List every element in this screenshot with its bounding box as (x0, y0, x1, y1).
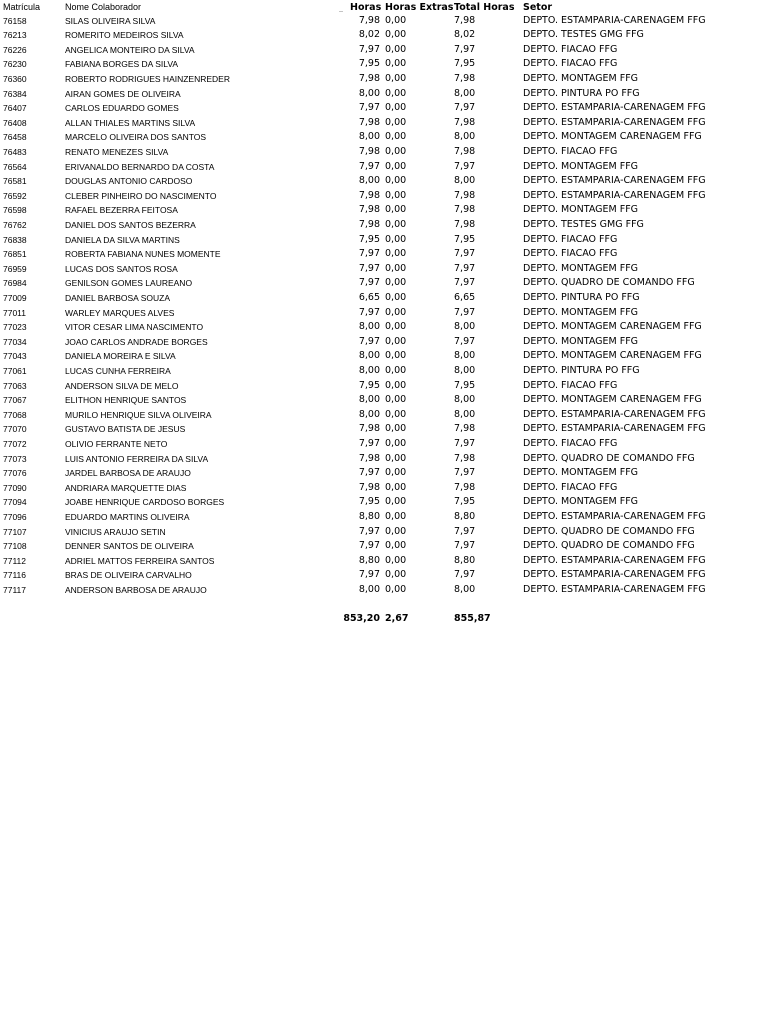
cell-matricula: 76226 (3, 44, 27, 55)
cell-horas: 7,97 (358, 569, 380, 581)
cell-total: 7,97 (454, 437, 476, 449)
cell-nome: ANDERSON SILVA DE MELO (65, 380, 179, 391)
cell-total: 7,97 (454, 306, 476, 318)
cell-setor: DEPTO. ESTAMPARIA-CARENAGEM FFG (523, 583, 706, 595)
cell-extras: 0,00 (385, 408, 407, 420)
header-matricula: Matrícula (3, 2, 41, 12)
cell-nome: DENNER SANTOS DE OLIVEIRA (65, 541, 194, 552)
cell-extras: 0,00 (385, 218, 407, 230)
cell-setor: DEPTO. MONTAGEM CARENAGEM FFG (523, 131, 702, 143)
cell-extras: 0,00 (385, 467, 407, 479)
cell-horas: 7,98 (358, 72, 380, 84)
cell-matricula: 76564 (3, 161, 27, 172)
cell-setor: DEPTO. ESTAMPARIA-CARENAGEM FFG (523, 569, 706, 581)
table-row (0, 379, 768, 394)
cell-total: 7,97 (454, 102, 476, 114)
cell-nome: ELITHON HENRIQUE SANTOS (65, 395, 187, 406)
cell-extras: 0,00 (385, 452, 407, 464)
cell-extras: 0,00 (385, 14, 407, 26)
cell-nome: GENILSON GOMES LAUREANO (65, 278, 193, 289)
cell-setor: DEPTO. QUADRO DE COMANDO FFG (523, 525, 695, 537)
cell-total: 7,97 (454, 335, 476, 347)
cell-matricula: 76762 (3, 219, 27, 230)
cell-nome: WARLEY MARQUES ALVES (65, 307, 175, 318)
cell-nome: DANIEL BARBOSA SOUZA (65, 292, 171, 303)
cell-setor: DEPTO. MONTAGEM CARENAGEM FFG (523, 321, 702, 333)
cell-total: 8,00 (454, 87, 476, 99)
cell-matricula: 77023 (3, 322, 27, 333)
cell-horas: 7,97 (358, 437, 380, 449)
cell-setor: DEPTO. ESTAMPARIA-CARENAGEM FFG (523, 554, 706, 566)
cell-matricula: 77067 (3, 395, 27, 406)
cell-matricula: 77072 (3, 438, 27, 449)
header-horas-extras: Horas Extras (385, 2, 454, 13)
cell-horas: 7,98 (358, 116, 380, 128)
cell-nome: ROBERTA FABIANA NUNES MOMENTE (65, 249, 221, 260)
cell-extras: 0,00 (385, 437, 407, 449)
table-row (0, 306, 768, 321)
cell-nome: ANDRIARA MARQUETTE DIAS (65, 482, 187, 493)
cell-extras: 0,00 (385, 87, 407, 99)
cell-setor: DEPTO. FIACAO FFG (523, 58, 618, 70)
cell-matricula: 77076 (3, 468, 27, 479)
table-row (0, 495, 768, 510)
cell-total: 7,98 (454, 116, 476, 128)
cell-setor: DEPTO. QUADRO DE COMANDO FFG (523, 540, 695, 552)
table-row (0, 116, 768, 131)
cell-nome: LUCAS CUNHA FERREIRA (65, 365, 171, 376)
cell-nome: EDUARDO MARTINS OLIVEIRA (65, 511, 190, 522)
cell-setor: DEPTO. FIACAO FFG (523, 481, 618, 493)
table-row (0, 554, 768, 569)
cell-extras: 0,00 (385, 189, 407, 201)
cell-total: 7,95 (454, 496, 476, 508)
table-row (0, 145, 768, 160)
cell-horas: 7,98 (358, 189, 380, 201)
cell-total: 7,97 (454, 467, 476, 479)
cell-matricula: 76592 (3, 190, 27, 201)
table-row (0, 160, 768, 175)
cell-nome: ADRIEL MATTOS FERREIRA SANTOS (65, 555, 215, 566)
table-row (0, 87, 768, 102)
table-row (0, 174, 768, 189)
cell-extras: 0,00 (385, 554, 407, 566)
cell-matricula: 76581 (3, 176, 27, 187)
cell-matricula: 77073 (3, 453, 27, 464)
cell-total: 8,00 (454, 408, 476, 420)
cell-horas: 7,97 (358, 335, 380, 347)
table-row (0, 218, 768, 233)
cell-extras: 0,00 (385, 291, 407, 303)
cell-extras: 0,00 (385, 496, 407, 508)
cell-horas: 7,95 (358, 58, 380, 70)
table-row (0, 320, 768, 335)
cell-total: 7,98 (454, 14, 476, 26)
cell-nome: DANIELA MOREIRA E SILVA (65, 351, 176, 362)
cell-matricula: 77117 (3, 584, 27, 595)
cell-extras: 0,00 (385, 335, 407, 347)
cell-extras: 0,00 (385, 72, 407, 84)
table-row (0, 203, 768, 218)
cell-matricula: 76959 (3, 263, 27, 274)
cell-matricula: 77108 (3, 541, 27, 552)
cell-setor: DEPTO. ESTAMPARIA-CARENAGEM FFG (523, 423, 706, 435)
cell-matricula: 77034 (3, 336, 27, 347)
cell-setor: DEPTO. PINTURA PO FFG (523, 364, 640, 376)
cell-horas: 7,97 (358, 277, 380, 289)
cell-matricula: 76230 (3, 59, 27, 70)
cell-matricula: 76408 (3, 117, 27, 128)
cell-total: 8,80 (454, 554, 476, 566)
table-row (0, 510, 768, 525)
cell-nome: FABIANA BORGES DA SILVA (65, 59, 179, 70)
cell-nome: DOUGLAS ANTONIO CARDOSO (65, 176, 193, 187)
cell-setor: DEPTO. MONTAGEM FFG (523, 160, 639, 172)
cell-horas: 7,95 (358, 496, 380, 508)
table-row (0, 291, 768, 306)
cell-matricula: 77043 (3, 351, 27, 362)
cell-extras: 0,00 (385, 540, 407, 552)
cell-matricula: 77112 (3, 555, 27, 566)
table-row (0, 364, 768, 379)
cell-horas: 7,98 (358, 218, 380, 230)
cell-nome: JOAO CARLOS ANDRADE BORGES (65, 336, 208, 347)
cell-total: 7,98 (454, 452, 476, 464)
header-marker: ‥ (339, 7, 344, 14)
cell-horas: 8,00 (358, 408, 380, 420)
cell-total: 7,97 (454, 277, 476, 289)
cell-total: 7,97 (454, 525, 476, 537)
cell-nome: DANIEL DOS SANTOS BEZERRA (65, 219, 196, 230)
cell-total: 7,97 (454, 248, 476, 260)
cell-horas: 8,00 (358, 131, 380, 143)
cell-nome: RAFAEL BEZERRA FEITOSA (65, 205, 178, 216)
cell-matricula: 76360 (3, 73, 27, 84)
cell-matricula: 76984 (3, 278, 27, 289)
cell-matricula: 77011 (3, 307, 27, 318)
cell-setor: DEPTO. FIACAO FFG (523, 248, 618, 260)
table-row (0, 189, 768, 204)
cell-extras: 0,00 (385, 350, 407, 362)
cell-extras: 0,00 (385, 569, 407, 581)
cell-matricula: 77116 (3, 570, 27, 581)
cell-setor: DEPTO. MONTAGEM FFG (523, 204, 639, 216)
cell-setor: DEPTO. PINTURA PO FFG (523, 87, 640, 99)
cell-extras: 0,00 (385, 29, 407, 41)
cell-horas: 8,80 (358, 510, 380, 522)
cell-setor: DEPTO. ESTAMPARIA-CARENAGEM FFG (523, 14, 706, 26)
cell-nome: JARDEL BARBOSA DE ARAUJO (65, 468, 191, 479)
cell-nome: CLEBER PINHEIRO DO NASCIMENTO (65, 190, 217, 201)
cell-nome: ALLAN THIALES MARTINS SILVA (65, 117, 196, 128)
cell-total: 7,98 (454, 423, 476, 435)
total-extras-sum: 2,67 (385, 613, 409, 624)
cell-total: 8,00 (454, 583, 476, 595)
cell-nome: SILAS OLIVEIRA SILVA (65, 15, 156, 26)
cell-horas: 7,97 (358, 43, 380, 55)
cell-setor: DEPTO. FIACAO FFG (523, 233, 618, 245)
cell-setor: DEPTO. ESTAMPARIA-CARENAGEM FFG (523, 510, 706, 522)
cell-extras: 0,00 (385, 525, 407, 537)
cell-extras: 0,00 (385, 321, 407, 333)
cell-horas: 8,00 (358, 394, 380, 406)
table-row (0, 335, 768, 350)
cell-setor: DEPTO. ESTAMPARIA-CARENAGEM FFG (523, 189, 706, 201)
table-row (0, 57, 768, 72)
cell-setor: DEPTO. FIACAO FFG (523, 43, 618, 55)
cell-setor: DEPTO. ESTAMPARIA-CARENAGEM FFG (523, 102, 706, 114)
cell-matricula: 77090 (3, 482, 27, 493)
cell-nome: BRAS DE OLIVEIRA CARVALHO (65, 570, 192, 581)
cell-nome: CARLOS EDUARDO GOMES (65, 103, 179, 114)
table-row (0, 276, 768, 291)
cell-extras: 0,00 (385, 43, 407, 55)
cell-extras: 0,00 (385, 102, 407, 114)
cell-total: 7,95 (454, 379, 476, 391)
cell-horas: 8,00 (358, 175, 380, 187)
cell-matricula: 77094 (3, 497, 27, 508)
cell-matricula: 77061 (3, 365, 27, 376)
cell-extras: 0,00 (385, 233, 407, 245)
table-row (0, 408, 768, 423)
cell-total: 7,97 (454, 43, 476, 55)
header-setor: Setor (523, 2, 553, 13)
cell-setor: DEPTO. FIACAO FFG (523, 379, 618, 391)
cell-extras: 0,00 (385, 248, 407, 260)
total-total-horas-sum: 855,87 (454, 613, 491, 624)
cell-total: 7,98 (454, 204, 476, 216)
table-row (0, 14, 768, 29)
cell-horas: 7,97 (358, 306, 380, 318)
cell-nome: ROBERTO RODRIGUES HAINZENREDER (65, 73, 230, 84)
table-row (0, 466, 768, 481)
cell-horas: 7,95 (358, 379, 380, 391)
cell-nome: RENATO MENEZES SILVA (65, 146, 169, 157)
cell-horas: 7,97 (358, 102, 380, 114)
cell-total: 8,00 (454, 394, 476, 406)
cell-extras: 0,00 (385, 145, 407, 157)
cell-setor: DEPTO. ESTAMPARIA-CARENAGEM FFG (523, 175, 706, 187)
cell-extras: 0,00 (385, 379, 407, 391)
cell-total: 7,97 (454, 540, 476, 552)
cell-nome: GUSTAVO BATISTA DE JESUS (65, 424, 186, 435)
cell-total: 7,97 (454, 160, 476, 172)
cell-total: 7,98 (454, 481, 476, 493)
table-row (0, 583, 768, 598)
cell-horas: 7,98 (358, 481, 380, 493)
cell-extras: 0,00 (385, 306, 407, 318)
table-row (0, 437, 768, 452)
cell-matricula: 77096 (3, 511, 27, 522)
cell-matricula: 76483 (3, 146, 27, 157)
cell-setor: DEPTO. TESTES GMG FFG (523, 218, 644, 230)
table-row (0, 262, 768, 277)
table-row (0, 452, 768, 467)
cell-setor: DEPTO. QUADRO DE COMANDO FFG (523, 277, 695, 289)
cell-setor: DEPTO. MONTAGEM FFG (523, 262, 639, 274)
cell-matricula: 76213 (3, 30, 27, 41)
cell-horas: 7,98 (358, 423, 380, 435)
cell-nome: DANIELA DA SILVA MARTINS (65, 234, 180, 245)
cell-matricula: 77009 (3, 292, 27, 303)
cell-horas: 8,80 (358, 554, 380, 566)
cell-setor: DEPTO. MONTAGEM FFG (523, 496, 639, 508)
table-row (0, 481, 768, 496)
header-total-horas: Total Horas (454, 2, 515, 13)
cell-extras: 0,00 (385, 204, 407, 216)
table-row (0, 539, 768, 554)
cell-horas: 7,97 (358, 525, 380, 537)
total-horas-sum: 853,20 (343, 613, 380, 624)
cell-horas: 7,98 (358, 452, 380, 464)
cell-nome: ANGELICA MONTEIRO DA SILVA (65, 44, 195, 55)
cell-horas: 7,97 (358, 160, 380, 172)
cell-extras: 0,00 (385, 394, 407, 406)
cell-nome: AIRAN GOMES DE OLIVEIRA (65, 88, 181, 99)
cell-matricula: 76851 (3, 249, 27, 260)
cell-total: 6,65 (454, 291, 476, 303)
cell-matricula: 76458 (3, 132, 27, 143)
table-row (0, 28, 768, 43)
cell-total: 7,98 (454, 72, 476, 84)
cell-setor: DEPTO. ESTAMPARIA-CARENAGEM FFG (523, 116, 706, 128)
cell-extras: 0,00 (385, 277, 407, 289)
cell-nome: ROMERITO MEDEIROS SILVA (65, 30, 184, 41)
cell-nome: LUCAS DOS SANTOS ROSA (65, 263, 178, 274)
cell-setor: DEPTO. MONTAGEM FFG (523, 306, 639, 318)
cell-extras: 0,00 (385, 58, 407, 70)
cell-horas: 8,02 (358, 29, 380, 41)
cell-horas: 8,00 (358, 87, 380, 99)
cell-horas: 6,65 (358, 291, 380, 303)
cell-matricula: 77068 (3, 409, 27, 420)
cell-total: 7,97 (454, 262, 476, 274)
cell-horas: 7,98 (358, 204, 380, 216)
cell-total: 7,95 (454, 58, 476, 70)
cell-setor: DEPTO. MONTAGEM CARENAGEM FFG (523, 350, 702, 362)
table-row (0, 525, 768, 540)
cell-setor: DEPTO. FIACAO FFG (523, 145, 618, 157)
cell-setor: DEPTO. MONTAGEM FFG (523, 335, 639, 347)
cell-horas: 8,00 (358, 350, 380, 362)
cell-setor: DEPTO. MONTAGEM FFG (523, 72, 639, 84)
cell-total: 7,97 (454, 569, 476, 581)
cell-total: 8,00 (454, 175, 476, 187)
cell-horas: 7,97 (358, 540, 380, 552)
header-horas: Horas (350, 2, 382, 13)
cell-nome: LUIS ANTONIO FERREIRA DA SILVA (65, 453, 209, 464)
cell-total: 8,02 (454, 29, 476, 41)
cell-total: 7,98 (454, 189, 476, 201)
cell-extras: 0,00 (385, 481, 407, 493)
cell-extras: 0,00 (385, 175, 407, 187)
cell-setor: DEPTO. TESTES GMG FFG (523, 29, 644, 41)
cell-extras: 0,00 (385, 262, 407, 274)
cell-total: 7,98 (454, 145, 476, 157)
cell-nome: MARCELO OLIVEIRA DOS SANTOS (65, 132, 207, 143)
cell-horas: 7,97 (358, 262, 380, 274)
cell-horas: 8,00 (358, 583, 380, 595)
cell-nome: VITOR CESAR LIMA NASCIMENTO (65, 322, 204, 333)
cell-setor: DEPTO. PINTURA PO FFG (523, 291, 640, 303)
cell-setor: DEPTO. QUADRO DE COMANDO FFG (523, 452, 695, 464)
cell-horas: 7,97 (358, 248, 380, 260)
table-row (0, 393, 768, 408)
table-row (0, 422, 768, 437)
table-row (0, 72, 768, 87)
cell-horas: 7,98 (358, 145, 380, 157)
cell-nome: ERIVANALDO BERNARDO DA COSTA (65, 161, 215, 172)
cell-total: 8,00 (454, 321, 476, 333)
cell-total: 8,00 (454, 350, 476, 362)
cell-horas: 8,00 (358, 364, 380, 376)
cell-matricula: 77107 (3, 526, 27, 537)
cell-horas: 7,97 (358, 467, 380, 479)
cell-setor: DEPTO. MONTAGEM FFG (523, 467, 639, 479)
cell-extras: 0,00 (385, 160, 407, 172)
cell-horas: 7,95 (358, 233, 380, 245)
cell-matricula: 76407 (3, 103, 27, 114)
cell-total: 7,98 (454, 218, 476, 230)
table-row (0, 233, 768, 248)
table-row (0, 43, 768, 58)
cell-total: 8,80 (454, 510, 476, 522)
table-row (0, 101, 768, 116)
cell-total: 8,00 (454, 131, 476, 143)
cell-horas: 8,00 (358, 321, 380, 333)
cell-total: 8,00 (454, 364, 476, 376)
cell-total: 7,95 (454, 233, 476, 245)
header-nome-colaborador: Nome Colaborador (65, 2, 142, 12)
cell-nome: ANDERSON BARBOSA DE ARAUJO (65, 584, 207, 595)
cell-horas: 7,98 (358, 14, 380, 26)
table-row (0, 568, 768, 583)
cell-matricula: 77070 (3, 424, 27, 435)
cell-setor: DEPTO. FIACAO FFG (523, 437, 618, 449)
cell-setor: DEPTO. ESTAMPARIA-CARENAGEM FFG (523, 408, 706, 420)
cell-nome: JOABE HENRIQUE CARDOSO BORGES (65, 497, 225, 508)
cell-extras: 0,00 (385, 510, 407, 522)
cell-extras: 0,00 (385, 583, 407, 595)
cell-extras: 0,00 (385, 131, 407, 143)
cell-extras: 0,00 (385, 116, 407, 128)
cell-nome: VINICIUS ARAUJO SETIN (65, 526, 166, 537)
cell-setor: DEPTO. MONTAGEM CARENAGEM FFG (523, 394, 702, 406)
cell-nome: OLIVIO FERRANTE NETO (65, 438, 168, 449)
cell-extras: 0,00 (385, 423, 407, 435)
cell-extras: 0,00 (385, 364, 407, 376)
cell-matricula: 76158 (3, 15, 27, 26)
cell-matricula: 76384 (3, 88, 27, 99)
table-row (0, 349, 768, 364)
cell-nome: MURILO HENRIQUE SILVA OLIVEIRA (65, 409, 212, 420)
cell-matricula: 76598 (3, 205, 27, 216)
cell-matricula: 77063 (3, 380, 27, 391)
table-row (0, 130, 768, 145)
cell-matricula: 76838 (3, 234, 27, 245)
table-row (0, 247, 768, 262)
